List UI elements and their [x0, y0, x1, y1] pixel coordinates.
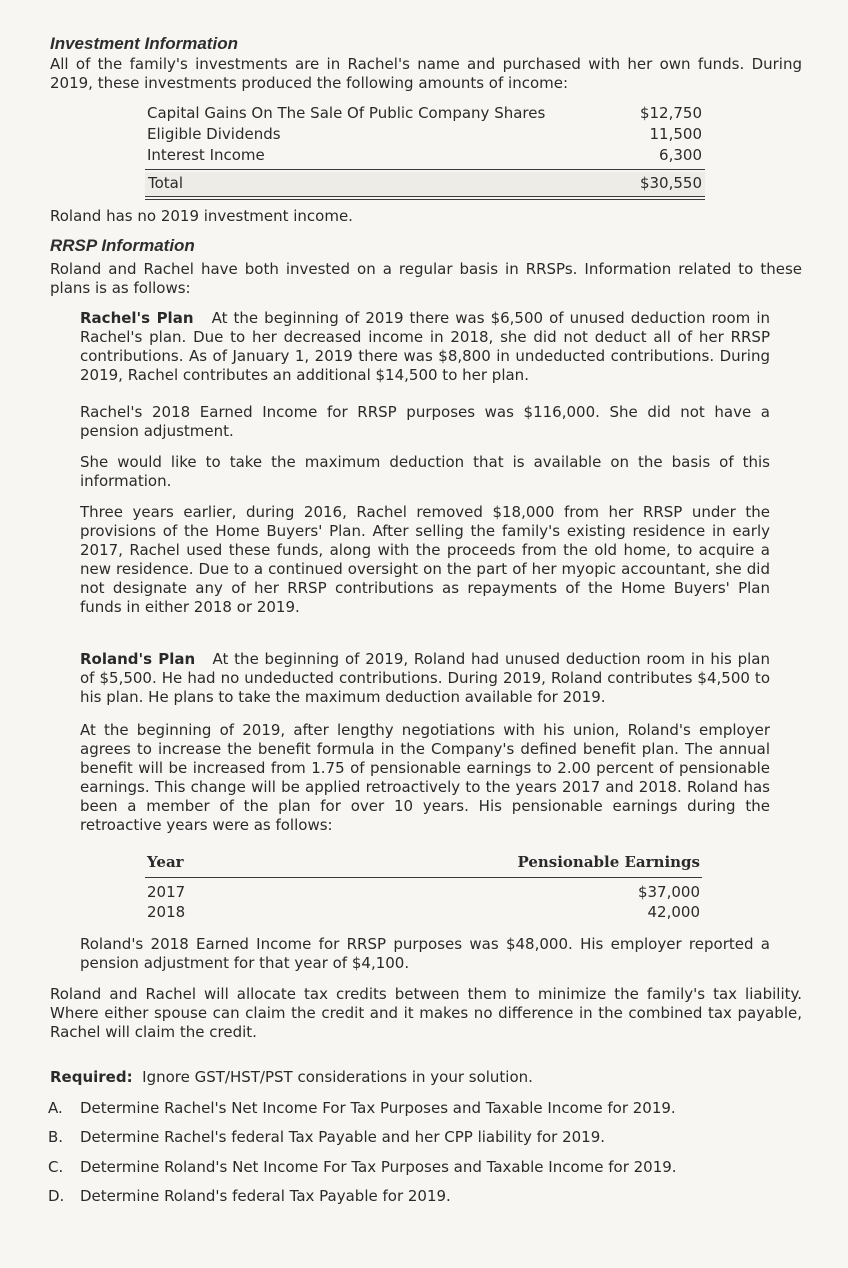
required-item-text: Determine Rachel's Net Income For Tax Purposes and Taxable Income for 2019. [80, 1099, 676, 1117]
required-item [48, 1158, 677, 1177]
total-rule-double [145, 199, 705, 200]
table-header-rule [145, 877, 702, 878]
required-item [48, 1099, 676, 1118]
roland-plan-runin: Roland's Plan [80, 650, 196, 668]
income-value: 11,500 [649, 125, 702, 143]
required-item-letter: D. [48, 1187, 65, 1205]
rachel-plan-runin: Rachel's Plan [80, 309, 194, 327]
total-value: $30,550 [639, 174, 702, 192]
income-row [147, 104, 702, 126]
required-item-letter: C. [48, 1158, 64, 1176]
roland-investment-note: Roland has no 2019 investment income. [50, 207, 353, 225]
table-row-earnings: $37,000 [637, 883, 700, 901]
income-row [147, 146, 702, 168]
total-rule-bottom [145, 196, 705, 197]
credits-note: Roland and Rachel will allocate tax credits between them to minimize the family's tax liability. Where either spouse can claim the credit and it makes no difference in the combined tax payable, Rachel will claim the credit. [50, 985, 802, 1041]
table-row-year: 2017 [147, 883, 186, 901]
investment-heading: Investment Information [50, 34, 238, 53]
total-rule-top [145, 169, 705, 170]
rachel-plan-text: At the beginning of 2019 there was $6,500 of unused deduction room in Rachel's plan. Due to her decreased income in 2018, she did not deduct all of her RRSP contributions. As of January 1, 2019 there was $8,800 in undeducted contributions. During 2019, Rachel contributes an additional $14,500 to her plan. [80, 309, 770, 384]
required-item [48, 1187, 451, 1206]
rachel-plan-para-3: She would like to take the maximum deduction that is available on the basis of this information. [80, 453, 770, 490]
required-item-text: Determine Roland's Net Income For Tax Purposes and Taxable Income for 2019. [80, 1158, 677, 1176]
roland-plan-text: At the beginning of 2019, Roland had unused deduction room in his plan of $5,500. He had no undeducted contributions. During 2019, Roland contributes $4,500 to his plan. He plans to take the maximum deduction available for 2019. [80, 650, 771, 706]
rrsp-heading: RRSP Information [50, 236, 195, 255]
rachel-plan-para-1 [80, 309, 770, 385]
rrsp-intro: Roland and Rachel have both invested on a regular basis in RRSPs. Information related to these plans is as follows: [50, 260, 802, 297]
total-label: Total [148, 174, 184, 192]
required-item [48, 1128, 605, 1147]
roland-plan-para-2: At the beginning of 2019, after lengthy negotiations with his union, Roland's employer agrees to increase the benefit formula in the Company's defined benefit plan. The annual benefit will be increased from 1.75 of pensionable earnings to 2.00 percent of pensionable earnings. This change will be applied retroactively to the years 2017 and 2018. Roland has been a member of the plan for over 10 years. His pensionable earnings during the retroactive years were as follows: [80, 721, 770, 834]
income-label: Eligible Dividends [147, 125, 281, 143]
income-label: Capital Gains On The Sale Of Public Company Shares [147, 104, 546, 122]
required-item-letter: A. [48, 1099, 63, 1117]
required-item-text: Determine Roland's federal Tax Payable for 2019. [80, 1187, 451, 1205]
income-row [147, 125, 702, 147]
required-label: Required: [50, 1068, 133, 1086]
investment-intro: All of the family's investments are in Rachel's name and purchased with her own funds. During 2019, these investments produced the following amounts of income: [50, 55, 802, 92]
required-line [50, 1068, 533, 1087]
table-row-earnings: 42,000 [647, 903, 700, 921]
income-label: Interest Income [147, 146, 265, 164]
required-item-text: Determine Rachel's federal Tax Payable and her CPP liability for 2019. [80, 1128, 606, 1146]
required-item-letter: B. [48, 1128, 64, 1146]
total-row [145, 172, 705, 196]
table-header-earnings: Pensionable Earnings [517, 853, 700, 871]
rachel-plan-para-2: Rachel's 2018 Earned Income for RRSP purposes was $116,000. She did not have a pension adjustment. [80, 403, 770, 440]
table-header-year: Year [147, 853, 184, 871]
income-value: $12,750 [639, 104, 702, 122]
rachel-plan-para-4: Three years earlier, during 2016, Rachel removed $18,000 from her RRSP under the provisions of the Home Buyers' Plan. After selling the family's existing residence in early 2017, Rachel used these funds, along with the proceeds from the old home, to acquire a new residence. Due to a continued oversight on the part of her myopic accountant, she did not designate any of her RRSP contributions as repayments of the Home Buyers' Plan funds in either 2018 or 2019. [80, 503, 770, 616]
roland-plan-para-1 [80, 650, 770, 707]
income-value: 6,300 [659, 146, 702, 164]
required-text: Ignore GST/HST/PST considerations in your solution. [142, 1068, 533, 1086]
roland-plan-para-3: Roland's 2018 Earned Income for RRSP purposes was $48,000. His employer reported a pension adjustment for that year of $4,100. [80, 935, 770, 972]
table-row-year: 2018 [147, 903, 186, 921]
